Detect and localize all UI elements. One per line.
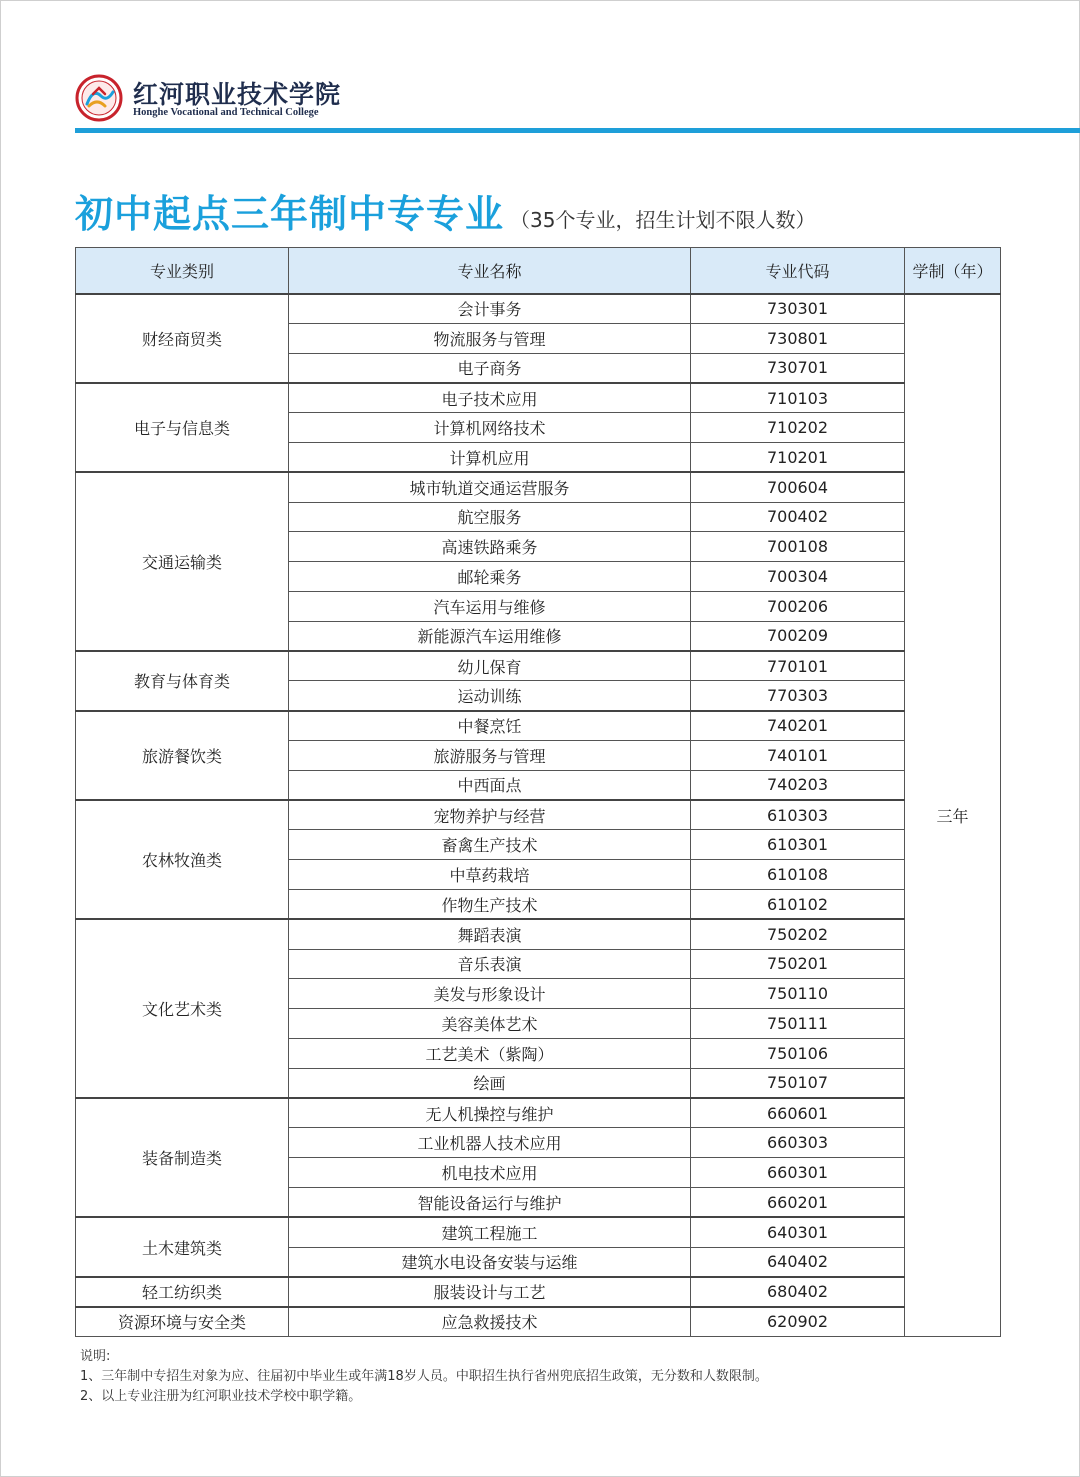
major-name-cell: 城市轨道交通运营服务 — [289, 472, 691, 502]
major-code-cell: 660301 — [691, 1158, 905, 1188]
header — [75, 72, 1005, 128]
title-main: 初中起点三年制中专专业 — [75, 192, 505, 236]
table-row — [76, 1277, 1001, 1307]
table-row — [76, 711, 1001, 741]
major-code-cell: 640402 — [691, 1247, 905, 1277]
table-row — [76, 1217, 1001, 1247]
notes — [80, 1347, 768, 1407]
college-logo-icon — [75, 74, 123, 122]
category-cell: 装备制造类 — [76, 1098, 289, 1217]
major-name-cell: 中草药栽培 — [289, 860, 691, 890]
major-name-cell: 中餐烹饪 — [289, 711, 691, 741]
major-code-cell: 700304 — [691, 562, 905, 592]
major-code-cell: 710103 — [691, 383, 905, 413]
major-name-cell: 会计事务 — [289, 294, 691, 324]
major-name-cell: 旅游服务与管理 — [289, 740, 691, 770]
major-code-cell: 730301 — [691, 294, 905, 324]
major-name-cell: 绘画 — [289, 1068, 691, 1098]
major-code-cell: 660303 — [691, 1128, 905, 1158]
column-header-code: 专业代码 — [691, 248, 905, 294]
major-code-cell: 610108 — [691, 860, 905, 890]
major-name-cell: 新能源汽车运用维修 — [289, 621, 691, 651]
note-item: 2、以上专业注册为红河职业技术学校中职学籍。 — [80, 1389, 362, 1404]
major-code-cell: 700206 — [691, 591, 905, 621]
column-header-duration: 学制（年） — [905, 248, 1001, 294]
college-name-en: Honghe Vocational and Technical College — [133, 107, 319, 118]
category-cell: 旅游餐饮类 — [76, 711, 289, 800]
major-name-cell: 高速铁路乘务 — [289, 532, 691, 562]
major-code-cell: 750107 — [691, 1068, 905, 1098]
major-name-cell: 音乐表演 — [289, 949, 691, 979]
major-code-cell: 740101 — [691, 740, 905, 770]
table-row — [76, 1098, 1001, 1128]
table-row — [76, 651, 1001, 681]
major-name-cell: 中西面点 — [289, 770, 691, 800]
major-name-cell: 作物生产技术 — [289, 889, 691, 919]
major-name-cell: 建筑工程施工 — [289, 1217, 691, 1247]
major-name-cell: 计算机网络技术 — [289, 413, 691, 443]
major-name-cell: 工艺美术（紫陶） — [289, 1038, 691, 1068]
major-name-cell: 无人机操控与维护 — [289, 1098, 691, 1128]
table-row — [76, 800, 1001, 830]
major-name-cell: 工业机器人技术应用 — [289, 1128, 691, 1158]
notes-heading: 说明: — [80, 1349, 111, 1364]
table-row — [76, 294, 1001, 324]
major-code-cell: 770303 — [691, 681, 905, 711]
major-code-cell: 710202 — [691, 413, 905, 443]
major-name-cell: 智能设备运行与维护 — [289, 1187, 691, 1217]
category-cell: 电子与信息类 — [76, 383, 289, 472]
category-cell: 资源环境与安全类 — [76, 1307, 289, 1337]
major-name-cell: 舞蹈表演 — [289, 919, 691, 949]
major-name-cell: 幼儿保育 — [289, 651, 691, 681]
major-name-cell: 畜禽生产技术 — [289, 830, 691, 860]
major-code-cell: 770101 — [691, 651, 905, 681]
category-cell: 土木建筑类 — [76, 1217, 289, 1277]
major-code-cell: 750111 — [691, 1009, 905, 1039]
table-row — [76, 1307, 1001, 1337]
column-header-name: 专业名称 — [289, 248, 691, 294]
major-code-cell: 750201 — [691, 949, 905, 979]
major-code-cell: 700209 — [691, 621, 905, 651]
major-name-cell: 计算机应用 — [289, 442, 691, 472]
title-subtitle: （35个专业，招生计划不限人数） — [510, 208, 816, 232]
major-name-cell: 运动训练 — [289, 681, 691, 711]
major-name-cell: 邮轮乘务 — [289, 562, 691, 592]
major-code-cell: 660601 — [691, 1098, 905, 1128]
major-name-cell: 电子技术应用 — [289, 383, 691, 413]
table-row — [76, 919, 1001, 949]
major-name-cell: 汽车运用与维修 — [289, 591, 691, 621]
category-cell: 交通运输类 — [76, 472, 289, 651]
table-row — [76, 383, 1001, 413]
category-cell: 教育与体育类 — [76, 651, 289, 711]
major-code-cell: 610301 — [691, 830, 905, 860]
major-code-cell: 620902 — [691, 1307, 905, 1337]
table-body — [76, 294, 1001, 1337]
major-name-cell: 宠物养护与经营 — [289, 800, 691, 830]
duration-cell: 三年 — [905, 294, 1001, 1337]
major-code-cell: 680402 — [691, 1277, 905, 1307]
major-name-cell: 服装设计与工艺 — [289, 1277, 691, 1307]
category-cell: 轻工纺织类 — [76, 1277, 289, 1307]
major-name-cell: 电子商务 — [289, 353, 691, 383]
major-code-cell: 660201 — [691, 1187, 905, 1217]
page-title — [75, 183, 1005, 235]
category-cell: 农林牧渔类 — [76, 800, 289, 919]
major-code-cell: 710201 — [691, 442, 905, 472]
note-item: 1、三年制中专招生对象为应、往届初中毕业生或年满18岁人员。中职招生执行省州兜底招生政策，无分数和人数限制。 — [80, 1369, 768, 1384]
table-row — [76, 472, 1001, 502]
major-code-cell: 700402 — [691, 502, 905, 532]
column-header-category: 专业类别 — [76, 248, 289, 294]
major-name-cell: 机电技术应用 — [289, 1158, 691, 1188]
category-cell: 财经商贸类 — [76, 294, 289, 383]
major-name-cell: 航空服务 — [289, 502, 691, 532]
major-code-cell: 730801 — [691, 323, 905, 353]
header-divider — [75, 128, 1080, 133]
category-cell: 文化艺术类 — [76, 919, 289, 1098]
major-name-cell: 物流服务与管理 — [289, 323, 691, 353]
major-code-cell: 610303 — [691, 800, 905, 830]
major-name-cell: 美发与形象设计 — [289, 979, 691, 1009]
major-code-cell: 750202 — [691, 919, 905, 949]
major-name-cell: 美容美体艺术 — [289, 1009, 691, 1039]
major-code-cell: 700108 — [691, 532, 905, 562]
major-code-cell: 730701 — [691, 353, 905, 383]
major-code-cell: 640301 — [691, 1217, 905, 1247]
table-header-row — [76, 248, 1001, 294]
major-code-cell: 740201 — [691, 711, 905, 741]
major-code-cell: 750110 — [691, 979, 905, 1009]
major-code-cell: 740203 — [691, 770, 905, 800]
major-code-cell: 610102 — [691, 889, 905, 919]
college-name-cn: 红河职业技术学院 — [133, 80, 342, 109]
major-code-cell: 750106 — [691, 1038, 905, 1068]
major-name-cell: 应急救援技术 — [289, 1307, 691, 1337]
major-name-cell: 建筑水电设备安装与运维 — [289, 1247, 691, 1277]
majors-table — [75, 247, 1001, 1337]
major-code-cell: 700604 — [691, 472, 905, 502]
